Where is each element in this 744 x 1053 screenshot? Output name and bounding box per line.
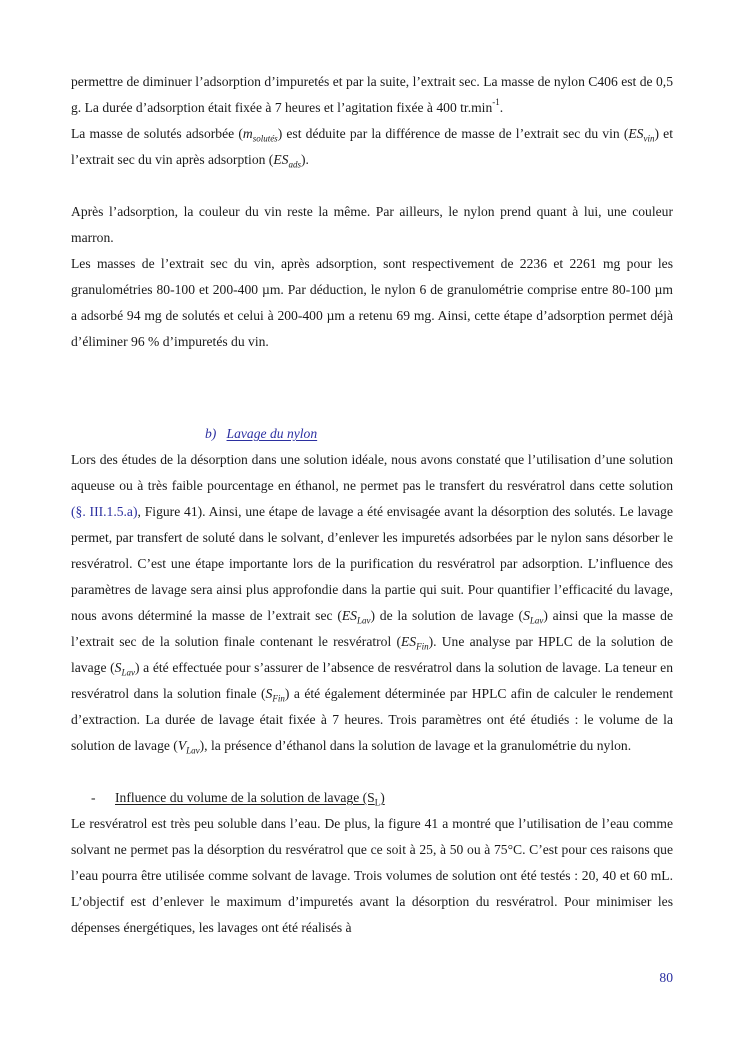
paragraph-solute-mass: La masse de solutés adsorbée $(m_{solutés})$ est déduite par la différence de masse de l’extrait sec du vin $(ES_{vin})$ et l’extrait sec du vin après adsorption $(ES_{ads})$. bbox=[71, 126, 673, 170]
page-body bbox=[71, 69, 673, 941]
paragraph-resveratrol-solubility: Le resvératrol est très peu soluble dans l’eau. De plus, la figure 41 a montré que l’utilisation de l’eau comme solvant ne permet pas la désorption du resvératrol que ce soit à 25, à 50 ou à 75°C. C’est pour ces raisons que l’eau pourra être utilisée comme solvant de lavage. Trois volumes de solution ont été testés : 20, 40 et 60 mL. L’objectif est d’enlever le maximum d’impuretés avant la désorption du resvératrol. Pour minimiser les dépenses énergétiques, les lavages ont été réalisés à bbox=[71, 816, 673, 935]
section-heading-lavage: b) Lavage du nylon bbox=[205, 426, 318, 441]
paragraph-dry-extract-masses: Les masses de l’extrait sec du vin, après adsorption, sont respectivement de 2236 et 2261 mg pour les granulométries 80-100 et 200-400 µm. Par déduction, le nylon 6 de granulométrie comprise entre 80-100 µm a adsorbé 94 mg de solutés et celui à 200-400 µm a retenu 69 mg. Ainsi, cette étape d’adsorption permet déjà d’éliminer 96 % d’impuretés du vin. bbox=[71, 256, 673, 349]
paragraph-lavage-description: Lors des études de la désorption dans une solution idéale, nous avons constaté que l’utilisation d’une solution aqueuse ou à très faible pourcentage en éthanol, ne permet pas le transfert du resvératrol dans cette solution (§. III.1.5.a), Figure 41). Ainsi, une étape de lavage a été envisagée avant la désorption des solutés. Le lavage permet, par transfert de soluté dans le solvant, d’enlever les impuretés adsorbées par le nylon sans désorber le resvératrol. C’est une étape importante lors de la purification du resvératrol par adsorption. L’influence des paramètres de lavage sera ainsi plus approfondie dans la partie qui suit. Pour quantifier l’efficacité du lavage, nous avons déterminé la masse de l’extrait $\sec (ES_{Lav})$ de la solution de lavage $(S_{Lav})$ ainsi que la masse de l’extrait sec de la solution finale contenant le resvératrol $(ES_{Fin})$. Une analyse par HPLC de la solution de lavage $(S_{Lav})$ a été effectuée pour s’assurer de l’absence de resvératrol dans la solution de lavage. La teneur en resvératrol dans la solution finale $(S_{Fin})$ a été également déterminée par HPLC afin de calculer le rendement d’extraction. La durée de lavage était fixée à 7 heures. Trois paramètres ont été étudiés : le volume de la solution de lavage $(V_{Lav})$, la présence d’éthanol dans la solution de lavage et la granulométrie du nylon. bbox=[71, 452, 674, 756]
page-number: 80 bbox=[659, 970, 673, 985]
paragraph-wine-color: Après l’adsorption, la couleur du vin reste la même. Par ailleurs, le nylon prend quant à lui, une couleur marron. bbox=[71, 204, 673, 245]
subsection-bullet-volume: - Influence du volume de la solution de lavage $(S_L)$ bbox=[91, 790, 385, 808]
paragraph-adsorption-conditions: permettre de diminuer l’adsorption d’impuretés et par la suite, l’extrait sec. La masse de nylon C406 est de 0,5 g. La durée d’adsorption était fixée à 7 heures et l’agitation fixée à 400 $tr.\min^{-1}$. bbox=[71, 74, 673, 115]
subsection-title: Influence du volume de la solution de lavage $(S_L)$ bbox=[115, 790, 385, 808]
section-reference-link[interactable]: (§. III.1.5.a) bbox=[71, 504, 138, 519]
